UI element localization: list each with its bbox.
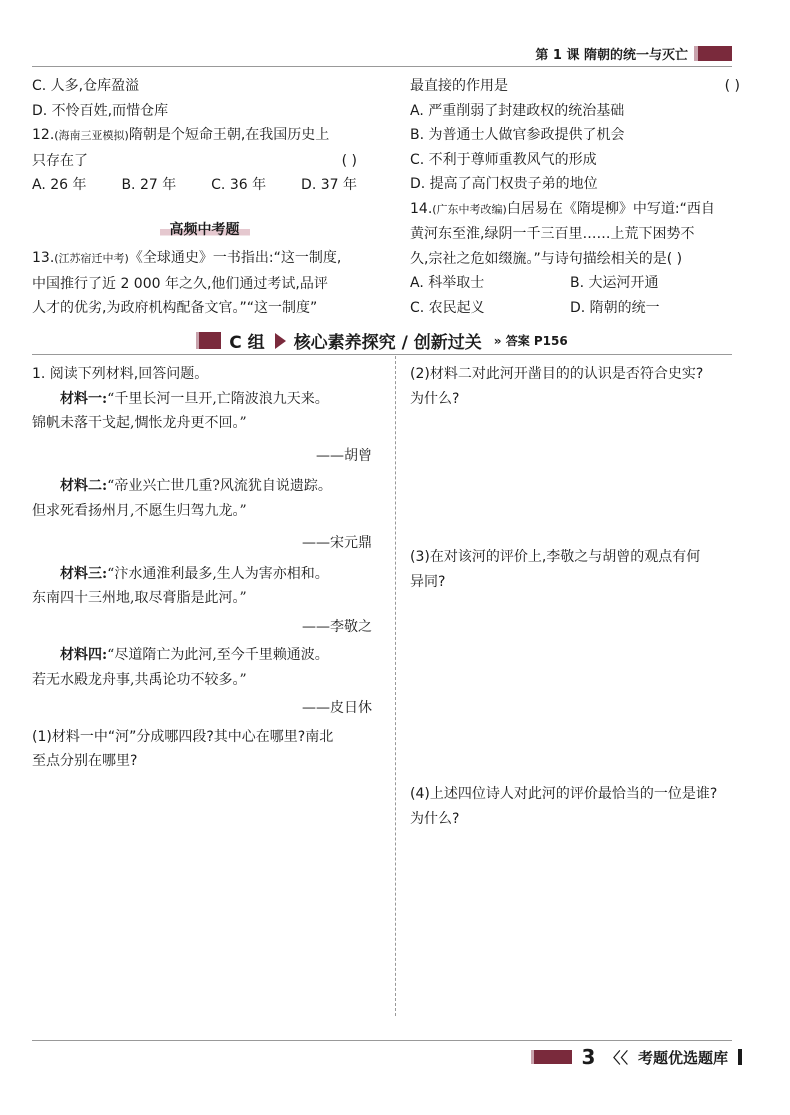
material-4-text1: “尽道隋亡为此河,至今千里赖通波。: [107, 647, 329, 663]
right-top-column: [410, 74, 740, 320]
material-3-text1: “汴水通淮利最多,生人为害亦相和。: [107, 565, 329, 582]
sub-question-1-line1: (1)材料一中“河”分成哪四段?其中心在哪里?南北: [32, 728, 334, 745]
q13-option-c: C. 不利于尊师重教风气的形成: [410, 151, 597, 168]
q13-continuation: [410, 74, 740, 99]
material-3-author: ——李敬之: [302, 618, 372, 635]
sub-question-4: [410, 782, 740, 831]
material-1-text1: “千里长河一旦开,亡隋波浪九天来。: [107, 390, 329, 407]
q13-option-b: B. 为普通士人做官参政提供了机会: [410, 127, 625, 143]
page-number: 3: [581, 1045, 596, 1069]
material-3-line1: [32, 562, 382, 587]
page-header: [535, 44, 732, 63]
double-chevron-left-icon: 〈〈: [605, 1048, 628, 1067]
q13-source: (江苏宿迁中考): [54, 252, 129, 265]
subheading: [32, 218, 377, 243]
q12-option-d: D. 37 年: [301, 177, 357, 193]
sub-question-4-line2: 为什么?: [410, 810, 460, 827]
triangle-arrow-icon: [275, 333, 286, 349]
answer-reference: [494, 332, 568, 349]
q12-option-b: B. 27 年: [121, 177, 177, 193]
q12-source: (海南三亚模拟): [54, 129, 129, 142]
q14-text-line1: 白居易在《隋堤柳》中写道:“西自: [506, 200, 715, 217]
lesson-title: 第 1 课 隋朝的统一与灭亡: [535, 48, 688, 63]
sub-question-2-line1: (2)材料二对此河开凿目的的认识是否符合史实?: [410, 366, 704, 382]
material-4-text2: 若无水殿龙舟事,共禹论功不较多。”: [32, 671, 247, 688]
footer-accent-bar: [531, 1050, 572, 1064]
footer-rule: [32, 1040, 732, 1041]
q12-answer-paren: ( ): [341, 152, 357, 169]
material-2-line1: [32, 474, 382, 499]
q12-option-a: A. 26 年: [32, 177, 87, 193]
material-4-author: ——皮日休: [302, 700, 372, 716]
material-1-author: ——胡曾: [316, 447, 372, 464]
q12-text-line2: 只存在了: [32, 152, 88, 169]
q12-number: 12.: [32, 127, 55, 143]
footer-end-bar: [738, 1049, 742, 1065]
group-rule: [32, 354, 732, 355]
sub-question-3: [410, 545, 740, 594]
q14-number: 14.: [410, 200, 433, 217]
q14-options-row1: [410, 271, 740, 296]
sub-question-4-line1: (4)上述四位诗人对此河的评价最恰当的一位是谁?: [410, 786, 718, 802]
sub-question-3-line2: 异同?: [410, 573, 446, 590]
q13-option-d: D. 提高了高门权贵子弟的地位: [410, 176, 598, 192]
group-square-icon: [196, 332, 221, 349]
header-accent-bar: [694, 46, 732, 61]
q14-option-c: C. 农民起义: [410, 299, 485, 316]
double-arrow-icon: »: [493, 334, 502, 348]
footer-label: 考题优选题库: [637, 1048, 728, 1067]
material-1-label: 材料一:: [60, 390, 108, 407]
column-divider: [395, 356, 396, 1016]
question-12: [32, 123, 377, 149]
answer-page: 答案 P156: [505, 334, 568, 348]
question-13: [32, 246, 377, 272]
material-3-label: 材料三:: [60, 565, 108, 582]
group-c-title: [32, 328, 732, 353]
q12-option-c: C. 36 年: [211, 177, 267, 193]
material-2-label: 材料二:: [60, 478, 108, 494]
question-14: [410, 197, 740, 223]
material-4-label: 材料四:: [60, 647, 108, 663]
material-1-line1: [32, 387, 382, 412]
sub-question-3-line1: (3)在对该河的评价上,李敬之与胡曾的观点有何: [410, 549, 701, 565]
q13-text-line2: 中国推行了近 2 000 年之久,他们通过考试,品评: [32, 275, 328, 292]
q13-text-line1: 《全球通史》一书指出:“这一制度,: [128, 250, 342, 266]
q14-option-b: B. 大运河开通: [570, 275, 659, 291]
q14-text-line2: 黄河东至淮,绿阴一千三百里……上荒下困势不: [410, 226, 695, 242]
material-1-text2: 锦帆未落干戈起,惆怅龙舟更不回。”: [32, 415, 247, 431]
q12-text-line1: 隋朝是个短命王朝,在我国历史上: [128, 127, 330, 143]
q14-text-line3: 久,宗社之危如缀旒。”与诗句描绘相关的是( ): [410, 250, 683, 267]
q12-line2: [32, 149, 377, 174]
group-heading: 核心素养探究 / 创新过关: [293, 333, 482, 353]
sub-question-1-line2: 至点分别在哪里?: [32, 753, 138, 769]
q13-answer-paren: ( ): [724, 78, 740, 94]
q12-options: [32, 173, 377, 198]
left-top-column: [32, 74, 377, 321]
page-footer: [531, 1045, 742, 1069]
group-letter: C 组: [229, 333, 265, 353]
sub-question-2-line2: 为什么?: [410, 390, 460, 407]
header-rule: [32, 66, 732, 67]
question-1: 1. 阅读下列材料,回答问题。: [32, 366, 209, 382]
q14-option-d: D. 隋朝的统一: [570, 299, 660, 316]
q14-source: (广东中考改编): [432, 202, 507, 216]
q11-option-d: D. 不怜百姓,而惜仓库: [32, 102, 169, 119]
material-4-line1: [32, 643, 382, 668]
q13-number: 13.: [32, 250, 55, 266]
sub-question-2: [410, 362, 740, 411]
q13-cont-text: 最直接的作用是: [410, 78, 508, 94]
q14-option-a: A. 科举取士: [410, 275, 485, 291]
q13-option-a: A. 严重削弱了封建政权的统治基础: [410, 102, 625, 119]
material-3-text2: 东南四十三州地,取尽膏脂是此河。”: [32, 590, 247, 606]
subheading-text: 高频中考题: [160, 222, 250, 238]
material-2-author: ——宋元鼎: [302, 535, 372, 551]
q11-option-c: C. 人多,仓库盈溢: [32, 78, 140, 94]
q13-text-line3: 人才的优劣,为政府机构配备文官。”“这一制度”: [32, 300, 318, 316]
material-2-text2: 但求死看扬州月,不愿生归驾九龙。”: [32, 502, 247, 519]
material-2-text1: “帝业兴亡世几重?风流犹自说遗踪。: [107, 478, 332, 494]
left-bottom-column: [32, 362, 382, 774]
q14-options-row2: [410, 296, 740, 321]
